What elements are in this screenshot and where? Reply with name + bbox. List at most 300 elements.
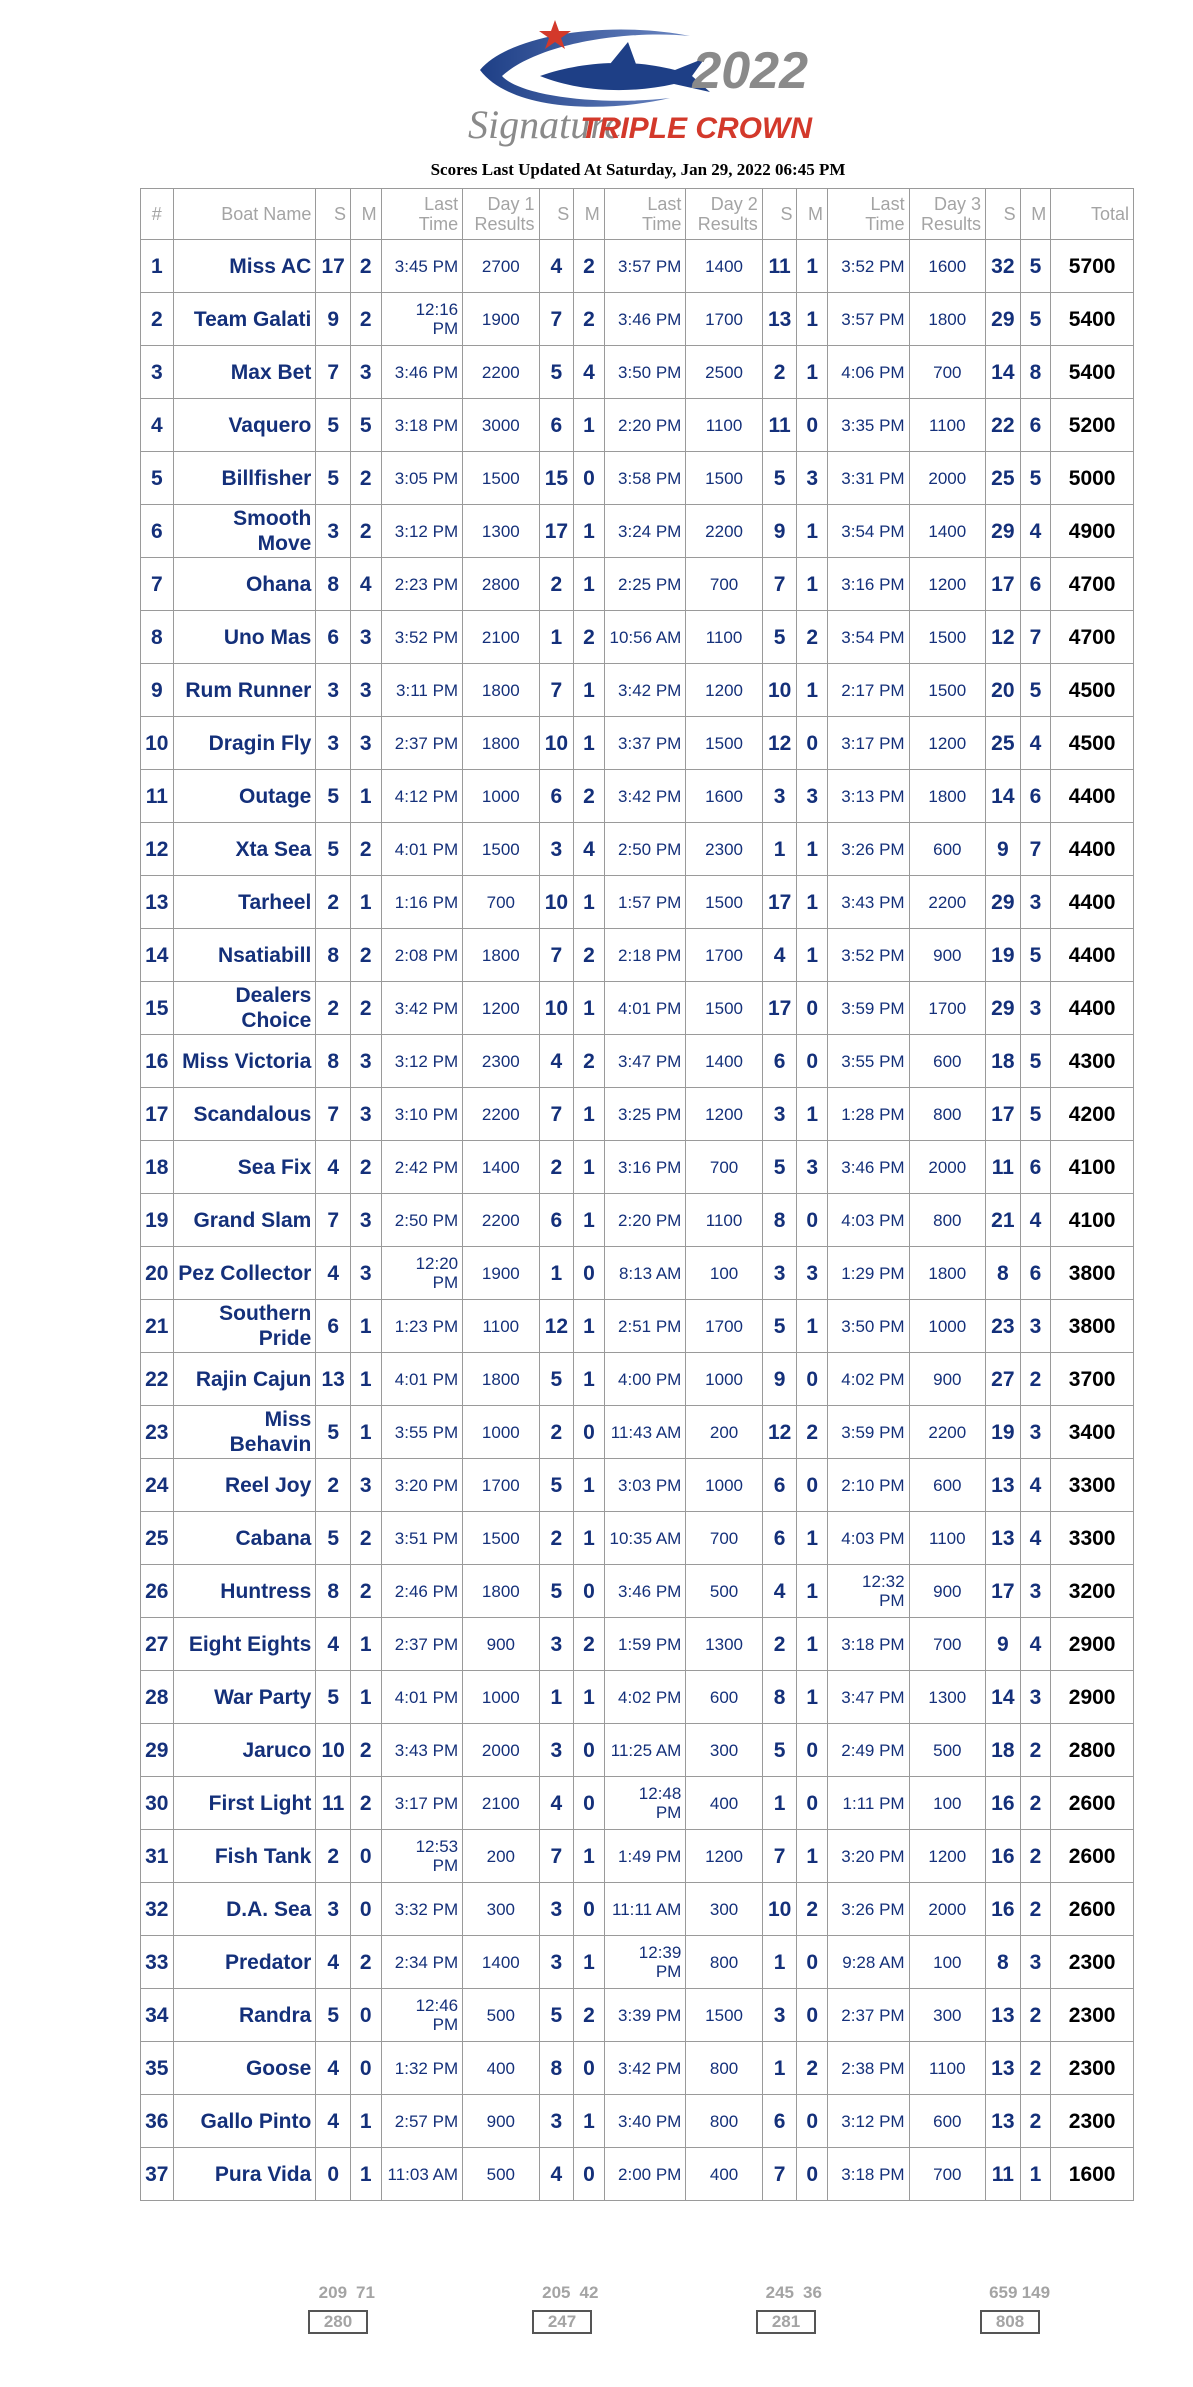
table-row: [141, 1883, 1134, 1936]
cell-s: 7: [539, 293, 574, 346]
cell-day2-results: 200: [686, 1406, 762, 1459]
total-m: 71: [356, 2283, 375, 2302]
table-row: [141, 2095, 1134, 2148]
cell-s: 8: [316, 929, 351, 982]
cell-s: 29: [986, 982, 1021, 1035]
cell-s: 14: [986, 1671, 1021, 1724]
cell-s: 5: [539, 1353, 574, 1406]
table-row: [141, 1141, 1134, 1194]
cell-last-time: 2:50 PM: [604, 823, 686, 876]
cell-day2-results: 1500: [686, 717, 762, 770]
cell-s: 15: [539, 452, 574, 505]
total-spacer: [173, 2282, 316, 2304]
cell-last-time: 4:01 PM: [381, 1671, 463, 1724]
cell-m: 4: [1020, 1618, 1051, 1671]
cell-rank: 37: [141, 2148, 174, 2201]
total-spacer: [828, 2282, 910, 2304]
cell-s: 4: [316, 1141, 351, 1194]
cell-day1-results: 2200: [463, 1194, 539, 1247]
cell-day3-results: 300: [909, 1989, 985, 2042]
cell-m: 1: [350, 1671, 381, 1724]
cell-day1-results: 2000: [463, 1724, 539, 1777]
day1-sum-box: 280: [308, 2310, 368, 2334]
cell-boat-name: Scandalous: [173, 1088, 316, 1141]
cell-last-time: 1:23 PM: [381, 1300, 463, 1353]
cell-day1-results: 3000: [463, 399, 539, 452]
cell-rank: 32: [141, 1883, 174, 1936]
cell-rank: 4: [141, 399, 174, 452]
cell-rank: 10: [141, 717, 174, 770]
cell-s: 18: [986, 1724, 1021, 1777]
cell-boat-name: Eight Eights: [173, 1618, 316, 1671]
cell-s: 1: [762, 1777, 797, 1830]
header-last-time-8: Last Time: [604, 189, 686, 240]
cell-day3-results: 1700: [909, 982, 985, 1035]
table-row: [141, 1830, 1134, 1883]
cell-day3-results: 1200: [909, 717, 985, 770]
cell-s: 3: [316, 505, 351, 558]
table-row: [141, 1035, 1134, 1088]
cell-day2-results: 1100: [686, 1194, 762, 1247]
header-s-2: S: [316, 189, 351, 240]
cell-day1-results: 2300: [463, 1035, 539, 1088]
cell-m: 0: [797, 2148, 828, 2201]
totals-row: [140, 2282, 1134, 2304]
cell-day2-results: 1500: [686, 876, 762, 929]
cell-boat-name: Max Bet: [173, 346, 316, 399]
cell-day3-results: 1800: [909, 770, 985, 823]
cell-boat-name: Xta Sea: [173, 823, 316, 876]
table-row: [141, 505, 1134, 558]
cell-s: 5: [316, 1989, 351, 2042]
cell-day2-results: 800: [686, 2042, 762, 2095]
table-row: [141, 1671, 1134, 1724]
cell-s: 5: [762, 1724, 797, 1777]
cell-last-time: 2:20 PM: [604, 1194, 686, 1247]
cell-m: 1: [574, 1300, 605, 1353]
cell-s: 1: [539, 611, 574, 664]
cell-day1-results: 900: [463, 2095, 539, 2148]
cell-rank: 22: [141, 1353, 174, 1406]
cell-m: 2: [1020, 1777, 1051, 1830]
cell-s: 3: [762, 1088, 797, 1141]
cell-s: 1: [762, 1936, 797, 1989]
cell-day2-results: 600: [686, 1671, 762, 1724]
cell-boat-name: Rum Runner: [173, 664, 316, 717]
cell-day1-results: 1000: [463, 1406, 539, 1459]
cell-day3-results: 500: [909, 1724, 985, 1777]
logo-year: 2022: [692, 42, 808, 100]
cell-day1-results: 1900: [463, 1247, 539, 1300]
cell-boat-name: War Party: [173, 1671, 316, 1724]
header-m-15: M: [1020, 189, 1051, 240]
cell-last-time: 12:48 PM: [604, 1777, 686, 1830]
cell-last-time: 3:42 PM: [381, 982, 463, 1035]
cell-day2-results: 1500: [686, 982, 762, 1035]
cell-s: 2: [316, 1459, 351, 1512]
cell-s: 5: [762, 452, 797, 505]
cell-m: 3: [350, 611, 381, 664]
cell-total: 4900: [1051, 505, 1134, 558]
cell-day1-results: 1500: [463, 1512, 539, 1565]
cell-day3-results: 1600: [909, 240, 985, 293]
cell-rank: 12: [141, 823, 174, 876]
cell-last-time: 3:52 PM: [828, 929, 910, 982]
cell-last-time: 3:42 PM: [604, 2042, 686, 2095]
cell-m: 3: [1020, 876, 1051, 929]
cell-day1-results: 1500: [463, 823, 539, 876]
cell-m: 2: [350, 240, 381, 293]
cell-s: 12: [986, 611, 1021, 664]
cell-last-time: 4:02 PM: [828, 1353, 910, 1406]
cell-s: 14: [986, 346, 1021, 399]
cell-m: 6: [1020, 399, 1051, 452]
cell-s: 4: [762, 929, 797, 982]
cell-day3-results: 2000: [909, 452, 985, 505]
cell-s: 3: [762, 770, 797, 823]
cell-m: 2: [350, 1936, 381, 1989]
cell-s: 19: [986, 1406, 1021, 1459]
cell-m: 2: [350, 452, 381, 505]
cell-day1-results: 1000: [463, 770, 539, 823]
header-m-11: M: [797, 189, 828, 240]
cell-m: 3: [350, 1088, 381, 1141]
cell-last-time: 3:17 PM: [381, 1777, 463, 1830]
cell-s: 4: [316, 2042, 351, 2095]
cell-m: 1: [350, 876, 381, 929]
cell-s: 5: [539, 346, 574, 399]
table-row: [141, 346, 1134, 399]
cell-rank: 7: [141, 558, 174, 611]
cell-m: 4: [350, 558, 381, 611]
cell-last-time: 3:43 PM: [828, 876, 910, 929]
cell-m: 5: [1020, 929, 1051, 982]
cell-m: 7: [1020, 823, 1051, 876]
cell-m: 0: [797, 1353, 828, 1406]
cell-m: 2: [797, 1406, 828, 1459]
cell-last-time: 12:32 PM: [828, 1565, 910, 1618]
cell-s: 9: [762, 1353, 797, 1406]
cell-m: 4: [1020, 1512, 1051, 1565]
cell-s: 6: [539, 1194, 574, 1247]
cell-last-time: 3:55 PM: [828, 1035, 910, 1088]
cell-day3-results: 700: [909, 2148, 985, 2201]
cell-last-time: 2:46 PM: [381, 1565, 463, 1618]
cell-day3-results: 1200: [909, 1830, 985, 1883]
cell-m: 1: [574, 558, 605, 611]
cell-s: 10: [762, 1883, 797, 1936]
cell-total: 5000: [1051, 452, 1134, 505]
cell-m: 1: [797, 1300, 828, 1353]
cell-m: 0: [797, 1777, 828, 1830]
table-row: [141, 929, 1134, 982]
cell-last-time: 12:16 PM: [381, 293, 463, 346]
cell-s: 5: [539, 1989, 574, 2042]
cell-s: 0: [316, 2148, 351, 2201]
cell-last-time: 3:20 PM: [381, 1459, 463, 1512]
cell-day1-results: 2800: [463, 558, 539, 611]
cell-m: 1: [350, 2095, 381, 2148]
table-header-row: [141, 189, 1134, 240]
cell-s: 2: [316, 982, 351, 1035]
cell-m: 3: [350, 1247, 381, 1300]
total-spacer: [140, 2282, 173, 2304]
cell-s: 16: [986, 1883, 1021, 1936]
scores-updated-timestamp: Scores Last Updated At Saturday, Jan 29, 2022 06:45 PM: [430, 160, 846, 179]
total-spacer: [686, 2282, 763, 2304]
cell-s: 3: [539, 1724, 574, 1777]
total-s: 245: [765, 2283, 794, 2302]
cell-m: 3: [350, 717, 381, 770]
cell-s: 14: [986, 770, 1021, 823]
cell-m: 3: [350, 1459, 381, 1512]
cell-last-time: 3:40 PM: [604, 2095, 686, 2148]
cell-m: 1: [797, 929, 828, 982]
cell-day3-results: 700: [909, 1618, 985, 1671]
cell-last-time: 3:46 PM: [381, 346, 463, 399]
cell-rank: 19: [141, 1194, 174, 1247]
cell-m: 1: [1020, 2148, 1051, 2201]
cell-total: 4400: [1051, 929, 1134, 982]
table-row: [141, 1724, 1134, 1777]
cell-s: 32: [986, 240, 1021, 293]
cell-day2-results: 1000: [686, 1459, 762, 1512]
cell-last-time: 3:57 PM: [604, 240, 686, 293]
total-m: 42: [579, 2283, 599, 2302]
cell-day1-results: 2700: [463, 240, 539, 293]
cell-day1-results: 1800: [463, 929, 539, 982]
cell-s: 11: [762, 240, 797, 293]
cell-m: 0: [797, 1989, 828, 2042]
cell-last-time: 3:45 PM: [381, 240, 463, 293]
cell-day1-results: 1200: [463, 982, 539, 1035]
cell-day1-results: 1100: [463, 1300, 539, 1353]
cell-boat-name: Gallo Pinto: [173, 2095, 316, 2148]
cell-s: 12: [539, 1300, 574, 1353]
cell-day3-results: 1800: [909, 293, 985, 346]
cell-m: 1: [350, 770, 381, 823]
cell-total: 4500: [1051, 717, 1134, 770]
cell-day1-results: 1000: [463, 1671, 539, 1724]
cell-last-time: 3:26 PM: [828, 1883, 910, 1936]
cell-rank: 11: [141, 770, 174, 823]
cell-last-time: 3:47 PM: [828, 1671, 910, 1724]
total-s: 659: [989, 2283, 1018, 2302]
cell-m: 5: [350, 399, 381, 452]
cell-s: 4: [539, 240, 574, 293]
cell-s: 6: [762, 1512, 797, 1565]
cell-day2-results: 1100: [686, 611, 762, 664]
cell-day2-results: 800: [686, 1936, 762, 1989]
cell-day1-results: 700: [463, 876, 539, 929]
cell-m: 0: [574, 1406, 605, 1459]
cell-m: 3: [350, 1035, 381, 1088]
cell-day1-results: 1800: [463, 717, 539, 770]
cell-day1-results: 1500: [463, 452, 539, 505]
cell-day3-results: 1100: [909, 2042, 985, 2095]
cell-day2-results: 1700: [686, 929, 762, 982]
cell-s: 13: [986, 2095, 1021, 2148]
cell-m: 4: [574, 823, 605, 876]
cell-s: 12: [762, 717, 797, 770]
cell-m: 1: [350, 1406, 381, 1459]
cell-s: 4: [316, 1618, 351, 1671]
cell-m: 0: [797, 1194, 828, 1247]
cell-s: 5: [316, 1671, 351, 1724]
cell-s: 4: [539, 2148, 574, 2201]
cell-s: 5: [762, 1141, 797, 1194]
cell-m: 2: [1020, 1353, 1051, 1406]
cell-last-time: 3:42 PM: [604, 664, 686, 717]
cell-m: 1: [797, 505, 828, 558]
cell-s: 5: [539, 1565, 574, 1618]
cell-boat-name: Miss AC: [173, 240, 316, 293]
cell-day3-results: 1400: [909, 505, 985, 558]
cell-m: 0: [797, 982, 828, 1035]
cell-m: 5: [1020, 1088, 1051, 1141]
cell-s: 3: [316, 1883, 351, 1936]
cell-day1-results: 1300: [463, 505, 539, 558]
cell-rank: 5: [141, 452, 174, 505]
cell-m: 0: [797, 717, 828, 770]
header-s-10: S: [762, 189, 797, 240]
cell-last-time: 3:46 PM: [604, 1565, 686, 1618]
cell-s: 8: [762, 1671, 797, 1724]
header-s-14: S: [986, 189, 1021, 240]
cell-m: 1: [350, 1618, 381, 1671]
header-s-6: S: [539, 189, 574, 240]
cell-m: 1: [574, 717, 605, 770]
cell-s: 3: [762, 1989, 797, 2042]
cell-s: 13: [986, 2042, 1021, 2095]
cell-last-time: 2:51 PM: [604, 1300, 686, 1353]
cell-total: 4700: [1051, 611, 1134, 664]
cell-day2-results: 1200: [686, 1088, 762, 1141]
cell-day1-results: 2200: [463, 1088, 539, 1141]
cell-s: 29: [986, 505, 1021, 558]
marlin-icon: [540, 42, 710, 92]
table-row: [141, 1353, 1134, 1406]
cell-total: 4400: [1051, 823, 1134, 876]
cell-s: 2: [539, 1141, 574, 1194]
cell-s: 10: [539, 982, 574, 1035]
cell-s: 2: [316, 1830, 351, 1883]
cell-last-time: 2:34 PM: [381, 1936, 463, 1989]
logo-block: TRIPLE CROWN: [580, 112, 812, 145]
cell-last-time: 3:52 PM: [828, 240, 910, 293]
cell-m: 2: [350, 505, 381, 558]
cell-last-time: 1:16 PM: [381, 876, 463, 929]
cell-last-time: 1:28 PM: [828, 1088, 910, 1141]
cell-last-time: 1:29 PM: [828, 1247, 910, 1300]
cell-m: 6: [1020, 1247, 1051, 1300]
cell-s: 7: [316, 1194, 351, 1247]
cell-day2-results: 1700: [686, 293, 762, 346]
cell-s: 7: [539, 1830, 574, 1883]
table-row: [141, 1247, 1134, 1300]
day3-sum-box: 281: [756, 2310, 816, 2334]
cell-last-time: 2:23 PM: [381, 558, 463, 611]
cell-m: 2: [350, 1141, 381, 1194]
cell-rank: 6: [141, 505, 174, 558]
cell-s: 5: [316, 1512, 351, 1565]
cell-last-time: 12:53 PM: [381, 1830, 463, 1883]
cell-boat-name: Fish Tank: [173, 1830, 316, 1883]
cell-last-time: 11:43 AM: [604, 1406, 686, 1459]
cell-m: 1: [574, 876, 605, 929]
cell-total: 4400: [1051, 770, 1134, 823]
cell-last-time: 3:46 PM: [604, 293, 686, 346]
cell-m: 8: [1020, 346, 1051, 399]
cell-m: 0: [574, 1777, 605, 1830]
cell-s: 9: [986, 823, 1021, 876]
cell-m: 6: [1020, 770, 1051, 823]
header-last-time-12: Last Time: [828, 189, 910, 240]
cell-s: 3: [539, 1883, 574, 1936]
table-row: [141, 1459, 1134, 1512]
cell-last-time: 3:52 PM: [381, 611, 463, 664]
cell-m: 0: [574, 2148, 605, 2201]
cell-s: 9: [762, 505, 797, 558]
cell-s: 13: [986, 1989, 1021, 2042]
header-day3-results-13: Day 3 Results: [909, 189, 985, 240]
cell-last-time: 2:20 PM: [604, 399, 686, 452]
cell-s: 7: [539, 664, 574, 717]
cell-s: 13: [986, 1512, 1021, 1565]
table-row: [141, 1406, 1134, 1459]
cell-m: 2: [797, 2042, 828, 2095]
cell-m: 1: [797, 293, 828, 346]
cell-m: 1: [574, 664, 605, 717]
cell-m: 5: [1020, 452, 1051, 505]
cell-s: 7: [316, 1088, 351, 1141]
cell-m: 2: [797, 611, 828, 664]
cell-boat-name: First Light: [173, 1777, 316, 1830]
cell-s: 3: [539, 2095, 574, 2148]
cell-m: 6: [1020, 558, 1051, 611]
cell-m: 1: [574, 1194, 605, 1247]
cell-last-time: 2:08 PM: [381, 929, 463, 982]
cell-m: 1: [574, 1936, 605, 1989]
table-row: [141, 1512, 1134, 1565]
table-row: [141, 717, 1134, 770]
cell-last-time: 3:32 PM: [381, 1883, 463, 1936]
cell-m: 3: [350, 346, 381, 399]
cell-last-time: 4:06 PM: [828, 346, 910, 399]
cell-rank: 26: [141, 1565, 174, 1618]
cell-s: 11: [762, 399, 797, 452]
cell-s: 8: [316, 1565, 351, 1618]
cell-m: 2: [574, 929, 605, 982]
cell-s: 11: [986, 2148, 1021, 2201]
cell-day2-results: 100: [686, 1247, 762, 1300]
cell-m: 2: [1020, 1830, 1051, 1883]
cell-last-time: 2:00 PM: [604, 2148, 686, 2201]
cell-rank: 34: [141, 1989, 174, 2042]
cell-day3-results: 1300: [909, 1671, 985, 1724]
cell-m: 4: [1020, 505, 1051, 558]
cell-last-time: 12:39 PM: [604, 1936, 686, 1989]
cell-last-time: 11:11 AM: [604, 1883, 686, 1936]
cell-last-time: 3:55 PM: [381, 1406, 463, 1459]
cell-day1-results: 1800: [463, 664, 539, 717]
cell-m: 1: [574, 505, 605, 558]
cell-s: 1: [762, 2042, 797, 2095]
table-row: [141, 240, 1134, 293]
cell-s: 1: [762, 823, 797, 876]
cell-day3-results: 2000: [909, 1141, 985, 1194]
cell-day3-results: 900: [909, 1353, 985, 1406]
